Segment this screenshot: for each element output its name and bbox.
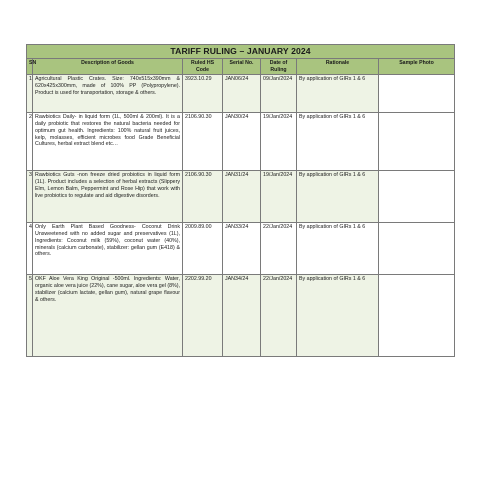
header-sn: SN xyxy=(27,59,33,75)
table-row xyxy=(27,75,455,113)
row-rationale: By application of GIRs 1 & 6 xyxy=(297,223,379,275)
row-date: 19/Jan/2024 xyxy=(261,113,297,171)
row-sample-photo xyxy=(379,275,455,357)
row-hs-code: 2202.99.20 xyxy=(183,275,223,357)
row-sample-photo xyxy=(379,113,455,171)
row-sample-photo xyxy=(379,223,455,275)
row-serial: JAN31/24 xyxy=(223,171,261,223)
tariff-ruling-table xyxy=(26,44,455,357)
row-sn: 3 xyxy=(27,171,33,223)
header-hs-code: Ruled HS Code xyxy=(183,59,223,75)
header-description: Description of Goods xyxy=(33,59,183,75)
header-date: Date of Ruling xyxy=(261,59,297,75)
table-row xyxy=(27,223,455,275)
row-description: Rawbiotics Daily- in liquid form (1L, 500ml & 200ml). It is a daily probiotic that restores the natural bacteria needed for optimum gut health. Ingredients: 100% natural fruit juices, kelp, molasses, efficient microbes food Grade Beneficial Cultures, herbal extract blend etc… xyxy=(33,113,183,171)
row-description: Agricultural Plastic Crates. Size: 740x515x390mm & 620x425x300mm, made of 100% PP (Polypropylene). Product is used for transportation, storage & others. xyxy=(33,75,183,113)
row-sample-photo xyxy=(379,171,455,223)
row-description: Rawbiotics Guts -non freeze dried probiotics in liquid form (1L). Product includes a selection of herbal extracts (Slippery Elm, Lemon Balm, Peppermint and Rose Hip) that work with live probiotics to regulate and aid digestive disorders. xyxy=(33,171,183,223)
row-sn: 1 xyxy=(27,75,33,113)
row-rationale: By application of GIRs 1 & 6 xyxy=(297,75,379,113)
row-serial: JAN30/24 xyxy=(223,113,261,171)
row-sn: 5 xyxy=(27,275,33,357)
row-sn: 2 xyxy=(27,113,33,171)
header-rationale: Rationale xyxy=(297,59,379,75)
row-description: OKF Aloe Vera King Original -500ml. Ingredients: Water, organic aloe vera juice (22%), cane sugar, aloe vera gel (8%), stabilizer (calcium lactate, gellan gum), natural grape flavour & others. xyxy=(33,275,183,357)
table-row xyxy=(27,275,455,357)
row-rationale: By application of GIRs 1 & 6 xyxy=(297,275,379,357)
table-header-row xyxy=(27,59,455,75)
row-serial: JAN34/24 xyxy=(223,275,261,357)
row-date: 19/Jan/2024 xyxy=(261,171,297,223)
row-hs-code: 3923.10.29 xyxy=(183,75,223,113)
row-hs-code: 2106.90.30 xyxy=(183,171,223,223)
row-sn: 4 xyxy=(27,223,33,275)
table-row xyxy=(27,171,455,223)
row-rationale: By application of GIRs 1 & 6 xyxy=(297,113,379,171)
table-row xyxy=(27,113,455,171)
row-hs-code: 2009.89.00 xyxy=(183,223,223,275)
row-sample-photo xyxy=(379,75,455,113)
row-date: 09/Jan/2024 xyxy=(261,75,297,113)
row-description: Only Earth Plant Based Goodness- Coconut Drink Unsweetened with no added sugar and preservatives (1L), Ingredients: Coconut milk (59%), coconut water (40%), minerals (calcium carbonate), stabilizer: gellan gum (E418) & others. xyxy=(33,223,183,275)
row-date: 22/Jan/2024 xyxy=(261,223,297,275)
row-serial: JAN33/24 xyxy=(223,223,261,275)
row-hs-code: 2106.90.30 xyxy=(183,113,223,171)
table-title-row xyxy=(27,45,455,59)
row-date: 22/Jan/2024 xyxy=(261,275,297,357)
header-serial: Serial No. xyxy=(223,59,261,75)
row-rationale: By application of GIRs 1 & 6 xyxy=(297,171,379,223)
row-serial: JAN06/24 xyxy=(223,75,261,113)
header-photo: Sample Photo xyxy=(379,59,455,75)
table-title: TARIFF RULING – JANUARY 2024 xyxy=(27,45,455,59)
